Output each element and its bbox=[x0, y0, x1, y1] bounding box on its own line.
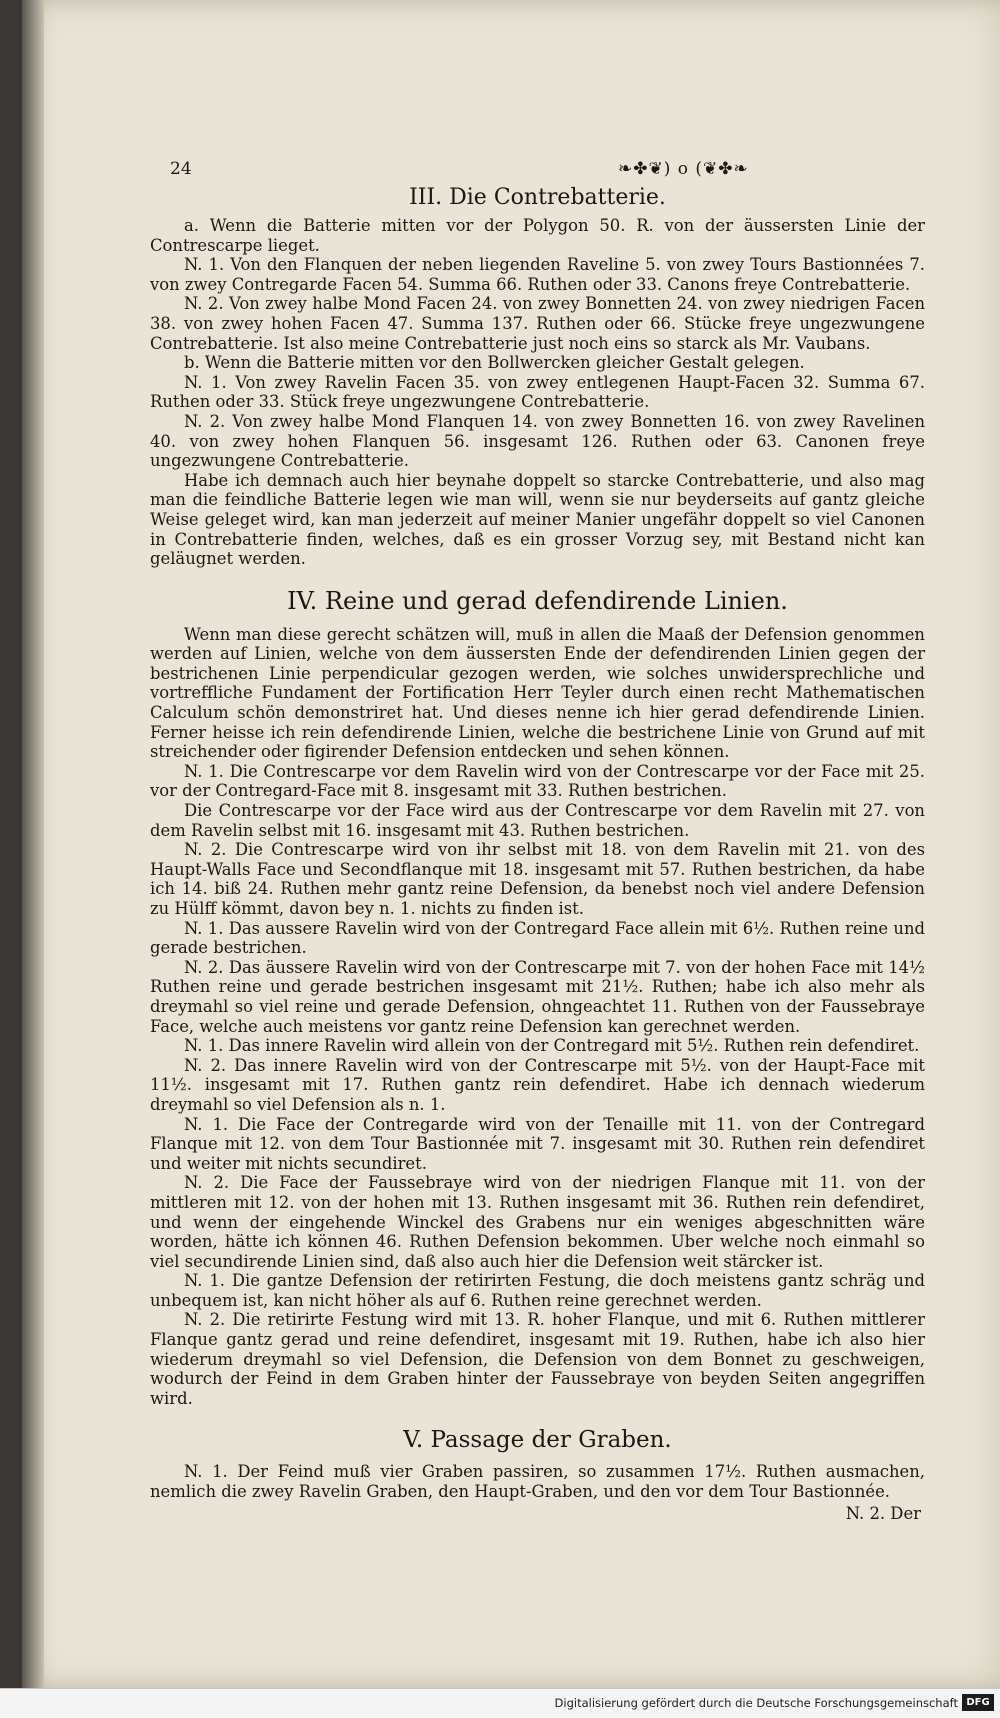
footer-credit: Digitalisierung gefördert durch die Deutsche Forschungsgemeinschaft bbox=[554, 1696, 958, 1710]
paragraph: a. Wenn die Batterie mitten vor der Polygon 50. R. von der äussersten Linie der Contrescarpe lieget. bbox=[150, 216, 925, 255]
sections-container bbox=[150, 184, 925, 1502]
paragraph: N. 2. Von zwey halbe Mond Flanquen 14. von zwey Bonnetten 16. von zwey Ravelinen 40. von zwey hohen Flanquen 56. insgesamt 126. Ruthen oder 63. Canonen freye ungezwungene Contrebatterie. bbox=[150, 411, 925, 471]
paragraph: N. 1. Das aussere Ravelin wird von der Contregard Face allein mit 6½. Ruthen reine und gerade bestrichen. bbox=[150, 918, 925, 958]
footer-bar bbox=[0, 1688, 1000, 1718]
paragraph: Die Contrescarpe vor der Face wird aus der Contrescarpe vor dem Ravelin mit 27. von dem Ravelin selbst mit 16. insgesamt mit 43. Ruthen bestrichen. bbox=[150, 801, 925, 840]
paragraph: N. 1. Von den Flanquen der neben liegenden Raveline 5. von zwey Tours Bastionnées 7. von zwey Contregarde Facen 54. Summa 66. Ruthen oder 33. Canons freye Contrebatterie. bbox=[150, 255, 925, 294]
paragraph: b. Wenn die Batterie mitten vor den Bollwercken gleicher Gestalt gelegen. bbox=[184, 353, 805, 373]
paragraph: N. 2. Das innere Ravelin wird von der Contrescarpe mit 5½. von der Haupt-Face mit 11½. insgesamt mit 17. Ruthen gantz rein defendiret. Habe ich dennach wiederum dreymahl so viel Defension als n. 1. bbox=[150, 1055, 925, 1114]
page-content bbox=[150, 160, 925, 1523]
paragraph: N. 2. Die retirirte Festung wird mit 13. R. hoher Flanque, und mit 6. Ruthen mittlerer Flanque gantz gerad und reine defendiret, insgesamt mit 19. Ruthen, habe ich also hier wiederum dreymahl so viel Defension, die Defension von dem Bonnet zu geschweigen, wodurch der Feind in dem Graben hinter der Faussebraye von beyden Seiten angegriffen wird. bbox=[150, 1310, 925, 1408]
section-heading: III. Die Contrebatterie. bbox=[409, 185, 666, 210]
paragraph: N. 2. Von zwey halbe Mond Facen 24. von zwey Bonnetten 24. von zwey niedrigen Facen 38. von zwey hohen Facen 47. Summa 137. Ruthen oder 66. Stücke freye ungezwungene Contrebatterie. Ist also meine Contrebatterie just noch eins so starck als Mr. Vaubans. bbox=[150, 294, 925, 353]
paragraph: Habe ich demnach auch hier beynahe doppelt so starcke Contrebatterie, und also mag man die feindliche Batterie legen wie man will, wenn sie nur beyderseits auf gantz gleiche Weise geleget wird, kan man jederzeit auf meiner Manier ungefähr doppelt so viel Canonen in Contrebatterie finden, welches, daß es ein grosser Vorzug sey, mit Bestand nicht kan geläugnet werden. bbox=[150, 470, 925, 569]
paragraph: N. 2. Die Contrescarpe wird von ihr selbst mit 18. von dem Ravelin mit 21. von des Haupt-Walls Face und Secondflanque mit 18. insgesamt mit 57. Ruthen bestrichen, da habe ich 14. biß 24. Ruthen mehr gantz reine Defension, da benebst noch viel andere Defension zu Hülff kömmt, davon bey n. 1. nichts zu finden ist. bbox=[150, 840, 925, 918]
paragraph: Wenn man diese gerecht schätzen will, muß in allen die Maaß der Defension genommen werden auf Linien, welche von dem äussersten Ende der defendirenden Linien gegen der bestrichenen Linie perpendicular gezogen werden, wie solches unwidersprechliche und vortreffliche Fundament der Fortification Herr Teyler durch einen recht Mathematischen Calculum schön demonstriret hat. Und dieses nenne ich hier gerad defendirende Linien. Ferner heisse ich rein defendirende Linien, welche die bestrichene Linie von Grund auf mit streichender oder figirender Defension entdecken und sehen können. bbox=[150, 624, 925, 762]
running-header bbox=[150, 160, 925, 182]
header-ornament: ❧✤❦) o (❦✤❧ bbox=[618, 159, 749, 179]
paragraph: N. 1. Von zwey Ravelin Facen 35. von zwey entlegenen Haupt-Facen 32. Summa 67. Ruthen oder 33. Stück freye ungezwungene Contrebatterie. bbox=[150, 372, 925, 412]
section-heading: IV. Reine und gerad defendirende Linien. bbox=[287, 586, 788, 615]
paragraph: N. 1. Der Feind muß vier Graben passiren, so zusammen 17½. Ruthen ausmachen, nemlich die zwey Ravelin Graben, den Haupt-Graben, und den vor dem Tour Bastionnée. bbox=[150, 1462, 925, 1502]
page-number: 24 bbox=[170, 159, 192, 179]
book-gutter bbox=[22, 0, 44, 1688]
dfg-logo: DFG bbox=[962, 1694, 994, 1711]
paragraph: N. 1. Das innere Ravelin wird allein von der Contregard mit 5½. Ruthen rein defendiret. bbox=[184, 1036, 920, 1056]
paragraph: N. 1. Die Contrescarpe vor dem Ravelin wird von der Contrescarpe vor der Face mit 25. vor der Contregard-Face mit 8. insgesamt mit 33. Ruthen bestrichen. bbox=[150, 761, 925, 801]
paragraph: N. 2. Die Face der Faussebraye wird von der niedrigen Flanque mit 11. von der mittleren mit 12. von der hohen mit 13. Ruthen insgesamt mit 36. Ruthen rein defendiret, und wenn der eingehende Winckel des Grabens nur ein weniges abgeschnitten wäre worden, hätte ich können 46. Ruthen Defension bekommen. Uber welche noch einmahl so viel secundirende Linien sind, daß also auch hier die Defension weit stärcker ist. bbox=[150, 1173, 925, 1271]
paragraph: N. 2. Das äussere Ravelin wird von der Contrescarpe mit 7. von der hohen Face mit 14½ Ruthen reine und gerade bestrichen insgesamt mit 21½. Ruthen; habe ich also mehr als dreymahl so viel reine und gerade Defension, ohngeachtet 11. Ruthen von der Faussebraye Face, welche auch meistens vor gantz reine Defension kan gerechnet werden. bbox=[150, 957, 925, 1036]
section-heading: V. Passage der Graben. bbox=[403, 1427, 672, 1454]
paragraph: N. 1. Die gantze Defension der retirirten Festung, die doch meistens gantz schräg und unbequem ist, kan nicht höher als auf 6. Ruthen reine gerechnet werden. bbox=[150, 1271, 925, 1310]
catchword: N. 2. Der bbox=[845, 1503, 921, 1523]
paragraph: N. 1. Die Face der Contregarde wird von der Tenaille mit 11. von der Contregard Flanque mit 12. von dem Tour Bastionnée mit 7. insgesamt mit 30. Ruthen rein defendiret und weiter mit nichts secundiret. bbox=[150, 1114, 925, 1173]
